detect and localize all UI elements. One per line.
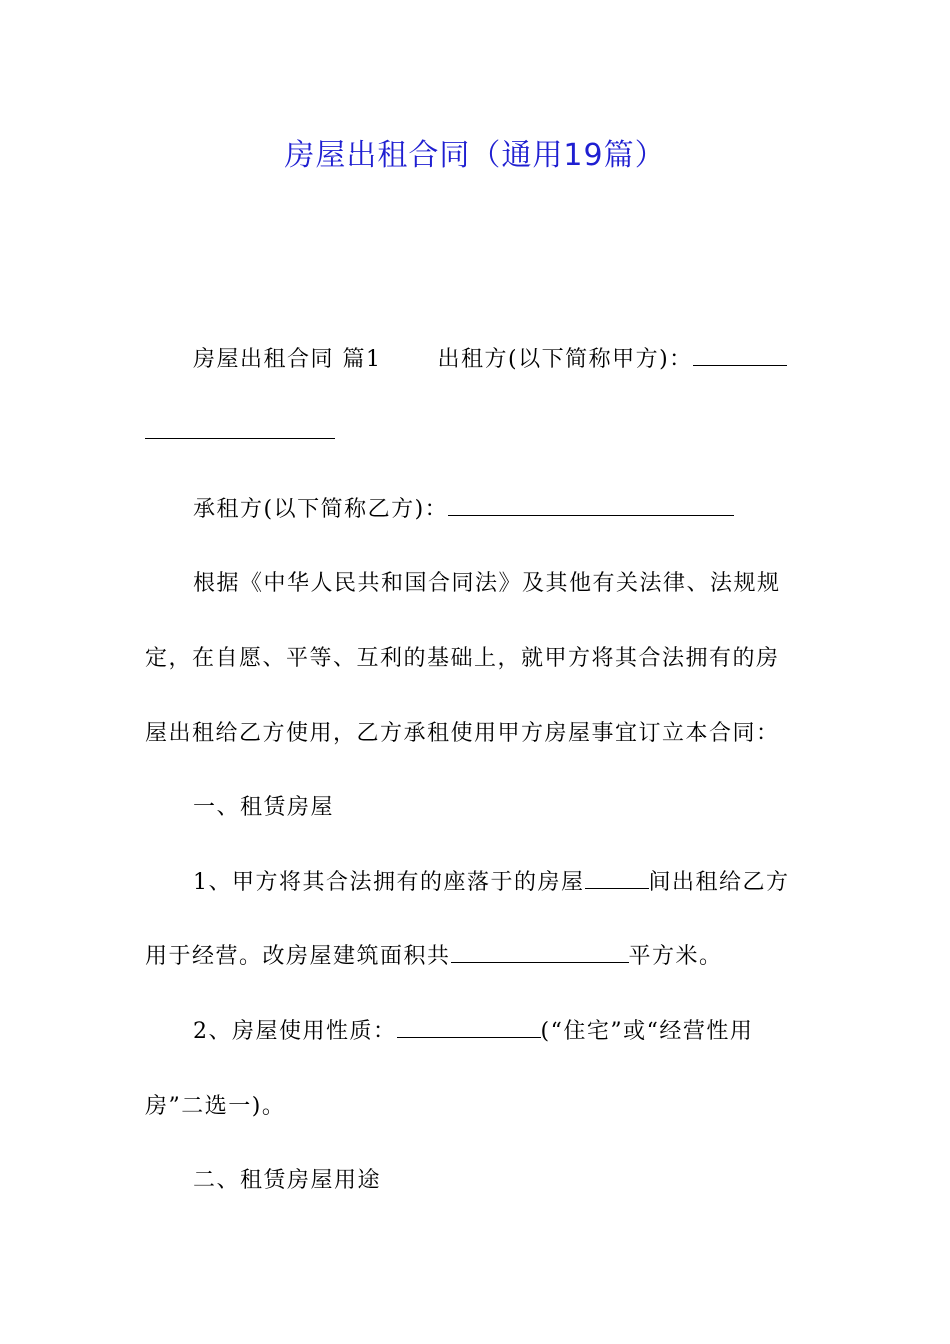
item-1-text-a: 1、甲方将其合法拥有的座落于的房屋: [193, 870, 585, 895]
item-1-text-b: 间出租给乙方: [648, 870, 790, 895]
item-2-line-2: 房”二选一)。: [145, 1094, 286, 1119]
lessor-blank-2: [145, 418, 335, 439]
section-heading: 房屋出租合同 篇1: [193, 347, 382, 372]
lessor-line: [145, 345, 853, 375]
item-1-line-2: [145, 942, 805, 972]
basis-line-1: 根据《中华人民共和国合同法》及其他有关法律、法规规: [193, 571, 781, 596]
item-1-text-d: 平方米。: [628, 944, 723, 969]
basis-line-2: 定，在自愿、平等、互利的基础上，就甲方将其合法拥有的房: [145, 646, 780, 671]
rooms-blank: [585, 868, 649, 889]
item-2-line-1: [145, 1017, 853, 1047]
lessor-blank: [693, 345, 787, 366]
usage-blank: [397, 1017, 541, 1038]
heading-1: 一、租赁房屋: [193, 795, 335, 820]
item-1-text-c: 用于经营。改房屋建筑面积共: [145, 944, 451, 969]
lessee-line: [145, 495, 853, 525]
heading-2: 二、租赁房屋用途: [193, 1168, 382, 1193]
lessee-label: 承租方(以下简称乙方)：: [193, 497, 449, 522]
document-title: 房屋出租合同（通用19篇）: [284, 138, 666, 173]
item-1-line-1: [145, 868, 853, 898]
item-2-text-a: 2、房屋使用性质：: [193, 1019, 397, 1044]
lessee-blank: [448, 495, 734, 516]
area-blank: [451, 942, 629, 963]
lessor-label: 出租方(以下简称甲方)：: [437, 347, 693, 372]
lessor-blank-continuation: [145, 418, 805, 448]
item-2-text-b: (“住宅”或“经营性用: [540, 1019, 754, 1044]
basis-line-3: 屋出租给乙方使用，乙方承租使用甲方房屋事宜订立本合同：: [145, 721, 780, 746]
